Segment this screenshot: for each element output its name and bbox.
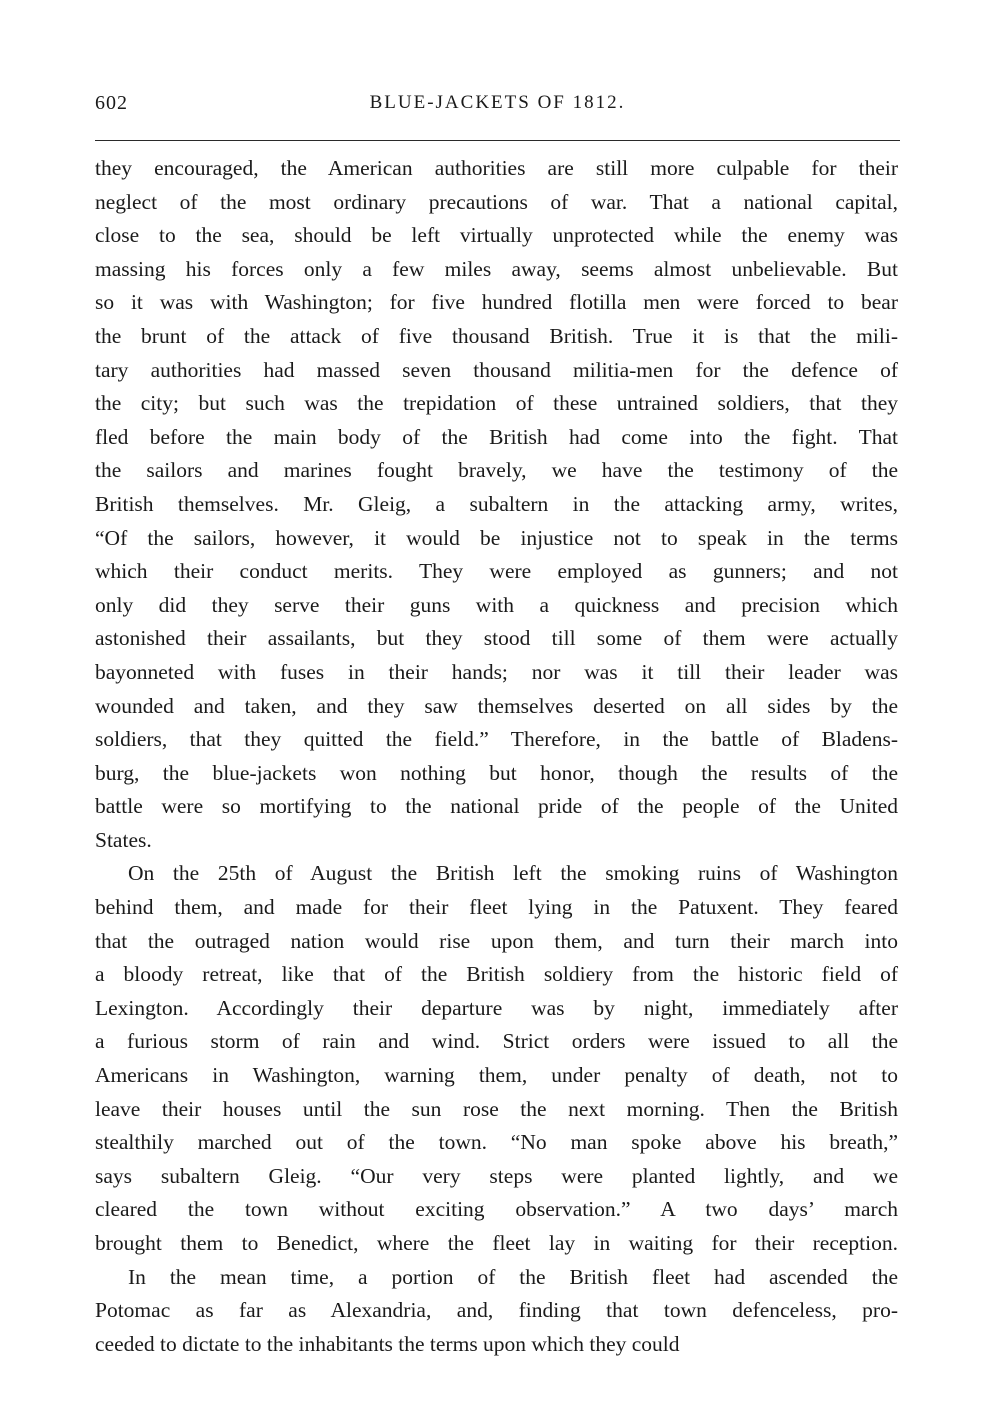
text-line: a furious storm of rain and wind. Strict orders were issued to all the	[95, 1029, 898, 1054]
text-line: battle were so mortifying to the national pride of the people of the United	[95, 794, 898, 819]
text-line: States.	[95, 827, 152, 852]
page-number: 602	[95, 92, 128, 114]
text-line: brought them to Benedict, where the fleet lay in waiting for their reception.	[95, 1231, 898, 1255]
text-line: ceeded to dictate to the inhabitants the terms upon which they could	[95, 1331, 680, 1356]
text-line: wounded and taken, and they saw themselves deserted on all sides by the	[95, 693, 898, 718]
text-line: massing his forces only a few miles away, seems almost unbelievable. But	[95, 256, 898, 281]
text-line: astonished their assailants, but they stood till some of them were actually	[95, 626, 898, 651]
text-line: leave their houses until the sun rose the next morning. Then the British	[95, 1096, 898, 1121]
text-line: fled before the main body of the British had come into the fight. That	[95, 424, 898, 449]
text-line: the sailors and marines fought bravely, we have the testimony of the	[95, 458, 898, 483]
text-line: Americans in Washington, warning them, under penalty of death, not to	[95, 1063, 898, 1088]
text-line: neglect of the most ordinary precautions of war. That a national capital,	[95, 189, 898, 214]
text-line: the city; but such was the trepidation of these untrained soldiers, that they	[95, 391, 898, 416]
text-line: a bloody retreat, like that of the British soldiery from the historic field of	[95, 962, 898, 987]
text-line: On the 25th of August the British left the smoking ruins of Washington	[128, 861, 898, 886]
text-line: says subaltern Gleig. “Our very steps were planted lightly, and we	[95, 1163, 898, 1188]
text-line: Potomac as far as Alexandria, and, finding that town defenceless, pro-	[95, 1298, 898, 1323]
text-line: “Of the sailors, however, it would be injustice not to speak in the terms	[95, 525, 898, 550]
text-line: In the mean time, a portion of the British fleet had ascended the	[128, 1264, 898, 1289]
text-line: Lexington. Accordingly their departure was by night, immediately after	[95, 995, 898, 1020]
text-line: the brunt of the attack of five thousand British. True it is that the mili-	[95, 323, 898, 348]
text-line: only did they serve their guns with a quickness and precision which	[95, 592, 898, 617]
text-line: that the outraged nation would rise upon them, and turn their march into	[95, 928, 898, 953]
text-line: close to the sea, should be left virtually unprotected while the enemy was	[95, 223, 898, 248]
text-line: tary authorities had massed seven thousand militia-men for the defence of	[95, 357, 898, 382]
text-line: British themselves. Mr. Gleig, a subaltern in the attacking army, writes,	[95, 491, 898, 516]
header-rule	[95, 140, 900, 141]
text-line: bayonneted with fuses in their hands; nor was it till their leader was	[95, 659, 898, 684]
text-line: burg, the blue-jackets won nothing but honor, though the results of the	[95, 760, 898, 785]
text-line: which their conduct merits. They were employed as gunners; and not	[95, 559, 898, 584]
text-line: they encouraged, the American authorities are still more culpable for their	[95, 156, 898, 180]
text-line: stealthily marched out of the town. “No man spoke above his breath,”	[95, 1130, 898, 1155]
text-line: behind them, and made for their fleet lying in the Patuxent. They feared	[95, 895, 898, 920]
page-header	[95, 92, 900, 124]
text-line: soldiers, that they quitted the field.” Therefore, in the battle of Bladens-	[95, 727, 898, 752]
body-text	[95, 152, 898, 1361]
text-line: cleared the town without exciting observation.” A two days’ march	[95, 1197, 898, 1222]
text-line: so it was with Washington; for five hundred flotilla men were forced to bear	[95, 290, 898, 315]
running-title: BLUE-JACKETS OF 1812.	[369, 92, 626, 113]
